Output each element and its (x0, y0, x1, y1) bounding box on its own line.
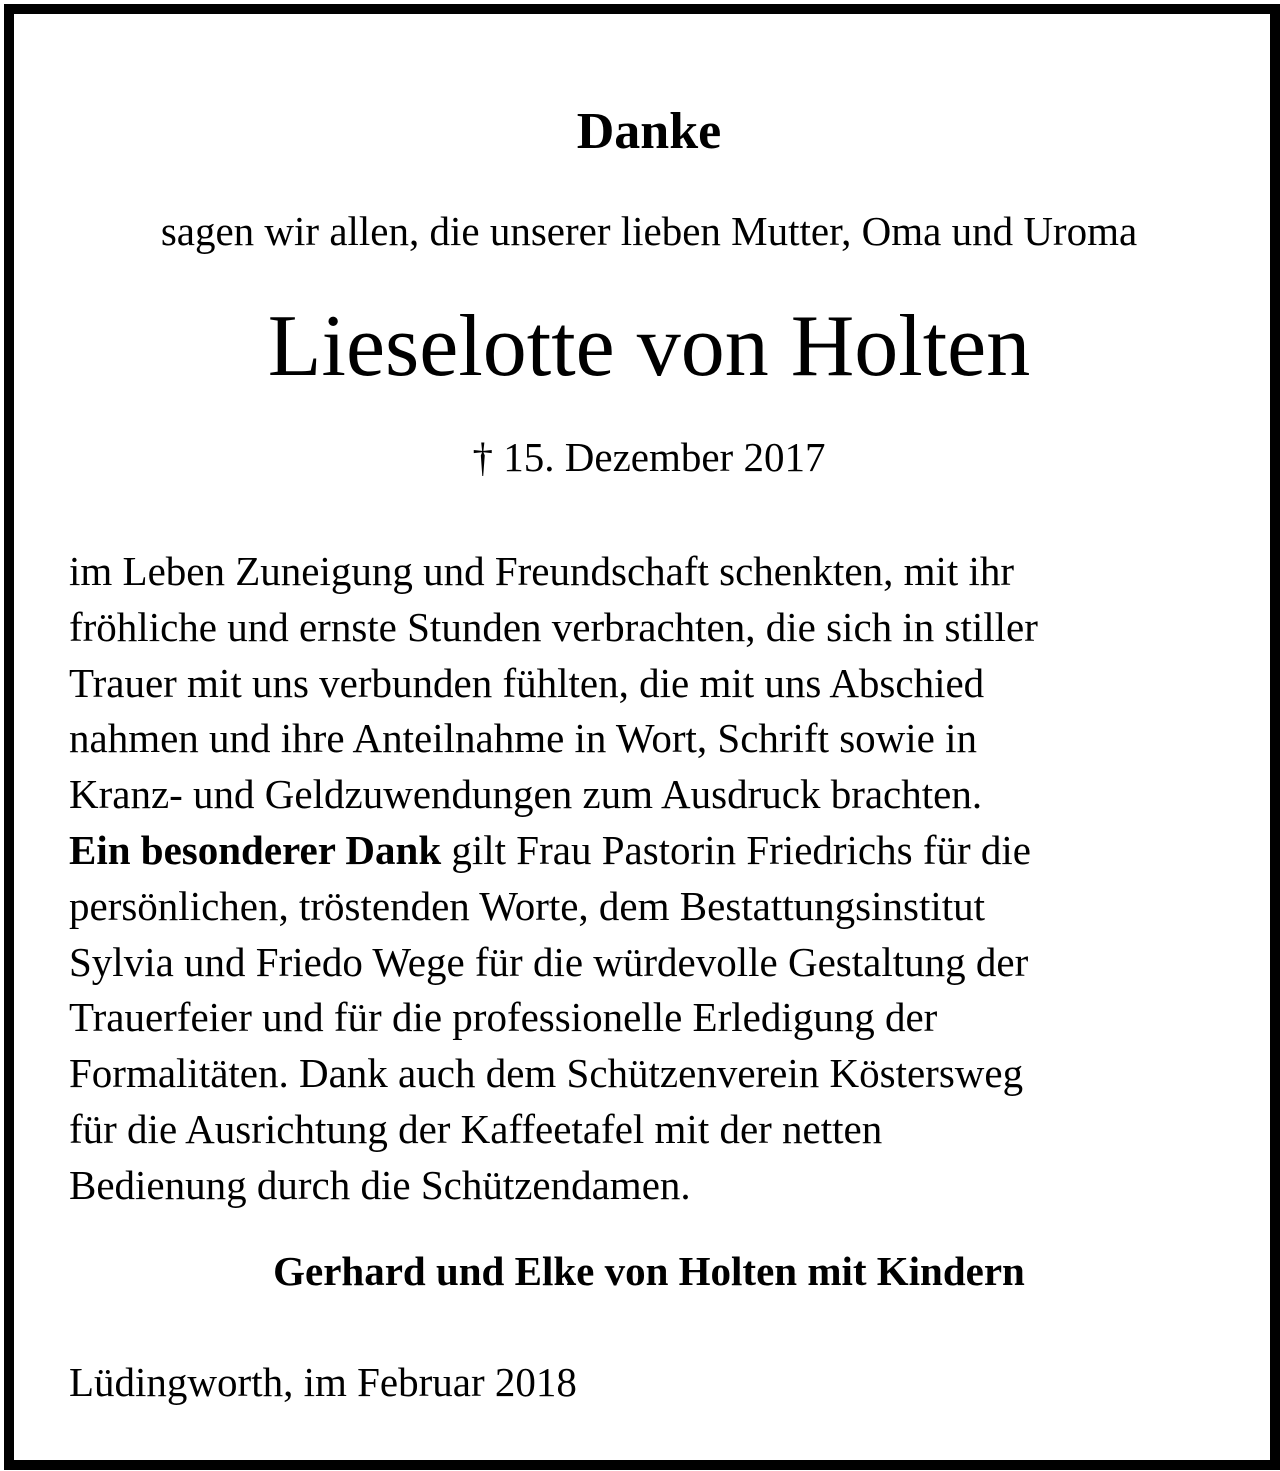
notice-heading: Danke (576, 103, 722, 160)
signature: Gerhard und Elke von Holten mit Kindern (273, 1248, 1025, 1294)
body-line: Formalitäten. Dank auch dem Schützenverein Köstersweg (69, 1050, 1024, 1097)
body-line: Kranz- und Geldzuwendungen zum Ausdruck brachten. (69, 771, 983, 818)
notice-intro: sagen wir allen, die unserer lieben Mutter, Oma und Uroma (160, 208, 1138, 254)
body-line: für die Ausrichtung der Kaffeetafel mit der netten (69, 1105, 883, 1152)
body-line: nahmen und ihre Anteilnahme in Wort, Schrift sowie in (69, 715, 978, 762)
notice-frame (4, 4, 1280, 1470)
body-line: fröhliche und ernste Stunden verbrachten, die sich in stiller (69, 603, 1038, 650)
special-thanks-line (69, 823, 1229, 879)
body-line: Bedienung durch die Schützendamen. (69, 1161, 691, 1208)
special-thanks-rest: gilt Frau Pastorin Friedrichs für die (441, 826, 1031, 873)
body-line: Trauerfeier und für die professionelle Erledigung der (69, 994, 938, 1041)
death-date: † 15. Dezember 2017 (472, 434, 826, 480)
special-thanks-bold: Ein besonderer Dank (69, 826, 442, 873)
deceased-name: Lieselotte von Holten (267, 298, 1031, 395)
body-line: Sylvia und Friedo Wege für die würdevolle Gestaltung der (69, 938, 1029, 985)
body-line: Trauer mit uns verbunden fühlten, die mit uns Abschied (69, 659, 985, 706)
body-line: im Leben Zuneigung und Freundschaft schenkten, mit ihr (69, 548, 1015, 594)
place-date: Lüdingworth, im Februar 2018 (69, 1359, 577, 1405)
body-line: persönlichen, tröstenden Worte, dem Bestattungsinstitut (69, 882, 986, 929)
notice-body (69, 544, 1229, 1214)
